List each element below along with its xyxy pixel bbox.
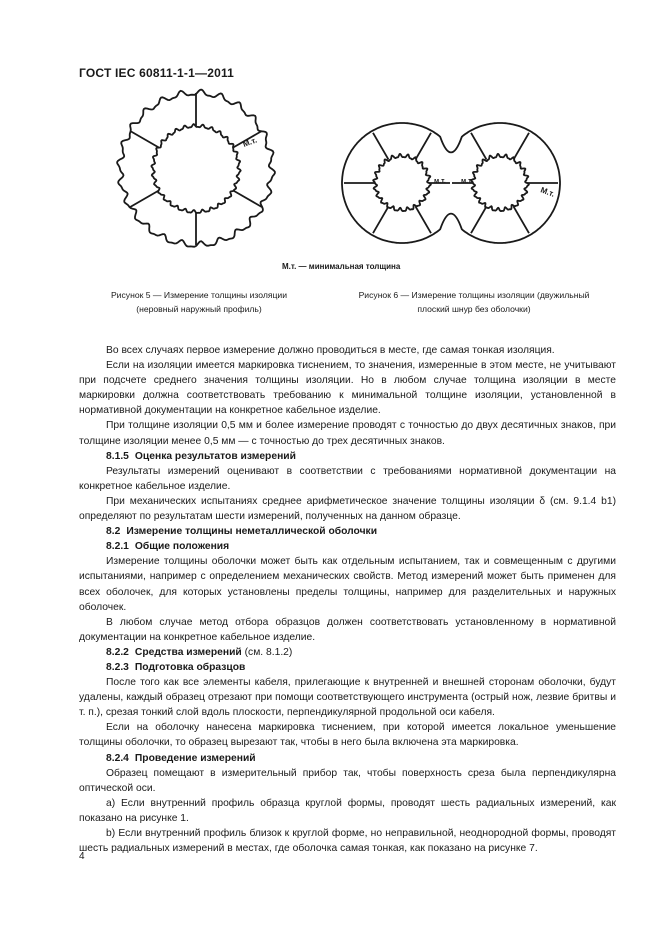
section-reference: (см. 8.1.2) (244, 646, 293, 658)
figure6-left-conductor (373, 154, 431, 211)
section-heading-8-1-5 (79, 449, 616, 464)
section-title: Средства измерений (134, 646, 242, 658)
figure-legend: М.т. — минимальная толщина (282, 262, 401, 271)
figure5-caption-line1: Рисунок 5 — Измерение толщины изоляции (110, 290, 288, 300)
figure6-mt-label: М.т. (539, 185, 556, 199)
paragraph: Результаты измерений оценивают в соответствии с требованиями нормативной документации на конкретное кабельное изделие. (79, 465, 616, 492)
paragraph: В любом случае метод отбора образцов должен соответствовать установленному в нормативной документации на конкретное кабельное изделие. (79, 616, 616, 643)
figure6-wall-label-right: м.т. (461, 178, 473, 185)
measure-line (514, 206, 530, 233)
paragraph: Образец помещают в измерительный прибор так, чтобы поверхность среза была перпендикулярна оптической оси. (79, 767, 616, 794)
measure-line (130, 131, 159, 148)
figure5-mt-label: М.т. (241, 135, 259, 149)
measure-line (471, 206, 487, 233)
figure5-caption (94, 288, 304, 316)
section-title: Подготовка образцов (134, 661, 246, 673)
figure6-right-conductor (471, 154, 529, 211)
section-heading-8-2 (79, 524, 616, 539)
paragraph: Если на оболочку нанесена маркировка тиснением, при которой имеется локальное уменьшение толщины оболочки, то образец вырезают так, чтобы в него была включена эта маркировка. (79, 722, 616, 749)
figure5-caption-line2: (неровный наружный профиль) (136, 304, 262, 314)
paragraph: Если на изоляции имеется маркировка тиснением, то значения, измеренные в этом месте, не учитывают при подсчете среднего значения толщины изоляции. Но в любом случае толщина изоляции в месте маркировки должна соответствовать требованию к минимальной толщине изоляции, установленной в нормативной документации на конкретное кабельное изделие. (79, 360, 616, 417)
paragraph: При механических испытаниях среднее арифметическое значение толщины изоляции δ (см. 9.1.4 b1) определяют по результатам шести измерений, полученных на данном образце. (79, 495, 616, 523)
list-item-b: b) Если внутренний профиль близок к круглой форме, но неправильной, неоднородной формы, проводят шесть радиальных измерений в местах, где оболочка самая тонкая, как показано на рисунке 7. (79, 828, 616, 855)
section-title: Измерение толщины неметаллической оболочки (126, 526, 378, 538)
list-item-a: a) Если внутренний профиль образца круглой формы, проводят шесть радиальных измерений, как показано на рисунке 1. (79, 797, 616, 824)
section-number: 8.2.4 (106, 752, 129, 764)
figure6-caption-line2: плоский шнур без оболочки) (417, 304, 531, 314)
figure5-measure-lines (130, 93, 262, 245)
section-number: 8.2.1 (106, 541, 129, 553)
paragraph: Измерение толщины оболочки может быть как отдельным испытанием, так и совмещенным с другими испытаниями, например с определением механических свойств. Метод измерений может быть применен для всех оболочек, для которых установлены пределы толщины, например для разделительных и наружных оболочек. (79, 556, 616, 613)
section-heading-8-2-4 (79, 751, 616, 766)
measure-line (233, 191, 262, 208)
measure-line (373, 206, 389, 233)
measure-line (416, 133, 432, 160)
measure-line (514, 133, 530, 160)
section-title: Проведение измерений (134, 752, 256, 764)
figure6-caption (336, 288, 612, 316)
section-number: 8.1.5 (106, 450, 129, 462)
section-heading-8-2-2 (79, 645, 616, 660)
section-number: 8.2.3 (106, 661, 129, 673)
page-header-title: ГОСТ IEC 60811-1-1—2011 (79, 66, 235, 80)
measure-line (373, 133, 389, 160)
page-number: 4 (79, 851, 85, 862)
figure5-inner-profile (151, 124, 240, 213)
section-title: Общие положения (134, 541, 230, 553)
figure6-caption-line1: Рисунок 6 — Измерение толщины изоляции (двужильный (358, 290, 590, 300)
paragraph: При толщине изоляции 0,5 мм и более измерение проводят с точностью до двух десятичных знаков, при толщине изоляции менее 0,5 мм — с точностью до трех десятичных знаков. (79, 420, 616, 447)
measure-line (471, 133, 487, 160)
measure-line (416, 206, 432, 233)
body-text (79, 343, 616, 856)
section-heading-8-2-3 (79, 660, 616, 675)
section-number: 8.2 (106, 526, 121, 538)
figure6-wall-label-left: м.т. (434, 178, 446, 185)
paragraph: Во всех случаях первое измерение должно проводиться в месте, где самая тонкая изоляция. (106, 345, 555, 356)
section-title: Оценка результатов измерений (134, 450, 296, 462)
measure-line (130, 191, 159, 208)
section-number: 8.2.2 (106, 646, 129, 658)
section-heading-8-2-1 (79, 539, 616, 554)
paragraph: После того как все элементы кабеля, прилегающие к внутренней и внешней сторонам оболочки, будут удалены, каждый образец отрезают при помощи соответствующего инструмента (острый нож, лезвие бритвы и т. п.), срезая тонкий слой вдоль плоскости, перпендикулярной продольной оси кабеля. (79, 677, 616, 719)
